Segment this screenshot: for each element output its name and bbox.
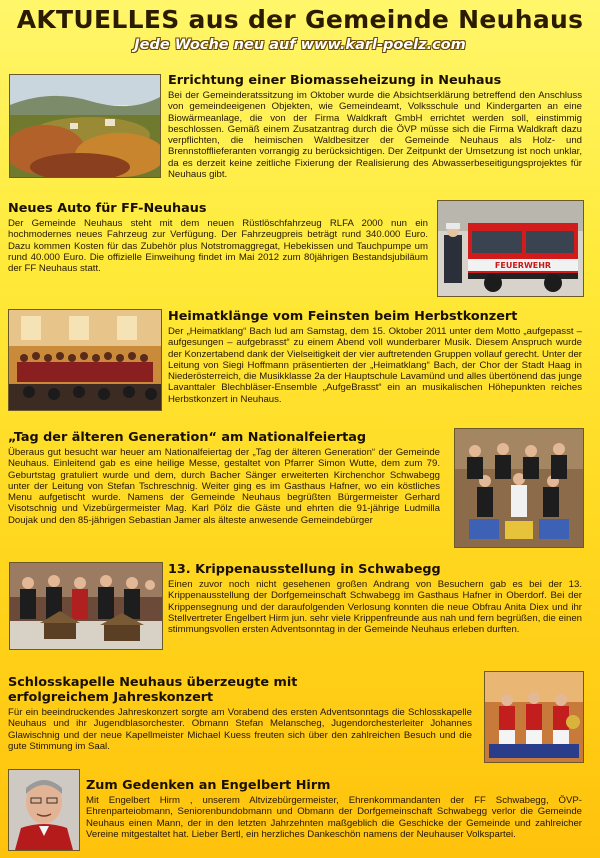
article-title: Errichtung einer Biomasseheizung in Neuhaus <box>168 73 502 88</box>
article-title: Neues Auto für FF-Neuhaus <box>8 201 207 216</box>
page-subtitle: Jede Woche neu auf www.karl-poelz.com <box>134 37 466 53</box>
article-aeltere-generation <box>8 430 440 526</box>
article-body: Der Gemeinde Neuhaus steht mit dem neuen Rüstlöschfahrzeug RLFA 2000 nun ein hochmodernes neues Fahrzeug zur Verfügung. Der Fahrzeugpreis beträgt rund 340.000 Euro. Dazu kommen Kosten für das Zubehör plus Notstromaggregat, Hebekissen und Tauchpumpe um rund 40.000 Euro. Die offizielle Einweihung findet im Mai 2012 zum 80jährigen Bestandsjubiläum der FF Neuhaus statt. <box>8 218 428 275</box>
article-title: „Tag der älteren Generation“ am Nationalfeiertag <box>8 430 367 445</box>
brass-band-photo-icon <box>484 671 584 763</box>
concert-photo-icon <box>8 309 162 411</box>
article-schlosskapelle <box>8 675 472 752</box>
article-herbstkonzert <box>168 309 582 405</box>
page-title: AKTUELLES aus der Gemeinde Neuhaus <box>16 5 584 34</box>
article-title: Zum Gedenken an Engelbert Hirm <box>86 778 331 793</box>
landscape-photo-icon <box>9 74 161 178</box>
article-body: Mit Engelbert Hirm , unserem Altvizebürgermeister, Ehrenkommandanten der FF Schwabegg, ÖVP-Ehrenparteiobmann, Seniorenbundobmann und Obmann der Dorfgemeinschaft Schwabegg verlor die Gemeinde Neuhaus einen Mann, der in den letzten Jahrzehnten maßgeblich die Geschicke der Gemeinde und zahlreicher Vereine mitgestaltet hat. Lieber Bertl, ein herzliches Dankeschön namens der Neuhauser Volkspartei. <box>86 795 582 840</box>
article-title: Schlosskapelle Neuhaus überzeugte mit erfolgreichem Jahreskonzert <box>8 675 298 705</box>
article-krippenausstellung <box>168 562 582 635</box>
article-body: Der „Heimatklang“ Bach lud am Samstag, dem 15. Oktober 2011 unter dem Motto „aufgepasst – aufgesungen – aufgebrasst“ zu einem Abend voll wunderbarer Musik. Diesem Anspruch wurde der Konzertabend dank der Vielseitigkeit der vier auftretenden Gruppen vollauf gerecht. Unter der Leitung von Siegi Hoffmann präsentierten der „Heimatklang“ Bach, der Chor der Stadt Haag in Niederösterreich, die Musikklasse 2a der Hauptschule Lavamünd und alles übertönend das junge Lavanttaler Blechbläser-Ensemble „AufgeBrasst“ ein an musikalischen Höhepunkten reiches Herbstkonzert in Neuhaus. <box>168 326 582 405</box>
nativity-photo-icon <box>9 562 163 650</box>
fire-truck-photo-icon <box>437 200 584 297</box>
group-photo-icon <box>454 428 584 548</box>
portrait-photo-icon <box>8 769 80 851</box>
article-body: Überaus gut besucht war heuer am Nationalfeiertag der „Tag der älteren Generation“ der Gemeinde Neuhaus. Einleitend gab es eine heilige Messe, gestaltet von Pfarrer Simon Wutte, dem zum 79. Geburtstag gratuliert wurde und dem, durch Bacher Sänger erweiterten Kirchenchor Schwabegg unter der Leitung von Stefan Tschreschnig. Weiter ging es im Gasthaus Hafner, wo ein köstliches Menu aufgetischt wurde. Namens der Gemeinde Neuhaus begrüßten Bürgermeister Gerhard Visotschnig und Vizebürgermeister Mag. Karl Pölz die Gäste und ehrten die 91-jährige Ludmilla Doujak und den 85-jährigen Sebastian Jamer als älteste anwesende Gemeindebürger <box>8 447 440 526</box>
article-body: Einen zuvor noch nicht gesehenen großen Andrang von Besuchern gab es bei der 13. Krippenausstellung der Dorfgemeinschaft Schwabegg im Gasthaus Hafner in Oberdorf. Bei der Krippensegnung und der daraufolgenden Verlosung konnten die neue Obfrau Anita Diex und ihr Stellvertreter Engelbert Hirm jun. sehr viele Krippenfreunde aus nah und fern begrüßen, die einen stimmungsvollen ersten Adventsonntag in der Gemeinde Neuhaus erleben durften. <box>168 579 582 636</box>
page-header <box>0 0 600 54</box>
article-body: Bei der Gemeinderatssitzung im Oktober wurde die Absichtserklärung betreffend den Anschluss von gemeindeeigenen Objekten, wie Gemeindeamt, Volksschule und Kindergarten an eine Biowärmeanlage, die von der Firma Waldkraft GmbH errichtet werden soll, einstimmig beschlossen. Gemäß einem Zusatzantrag durch die ÖVP müsse sich die Firma Waldkraft dazu verpflichten, die heimischen Waldbesitzer der Gemeinde Neuhaus als Holz- und Brennstofflieferanten vorrangig zu berücksichtigen. Der Zeitpunkt der Umsetzung ist noch unklar, da es derzeit keine zeitliche Fixierung der Realisierung des Abwasserbeseitigungsprojektes für Neuhaus gibt. <box>168 90 582 181</box>
article-body: Für ein beeindruckendes Jahreskonzert sorgte am Vorabend des ersten Adventsonntags die Schlosskapelle Neuhaus und ihr Jugendblasorchester. Obmann Stefan Melanscheg, Jugendorchesterleiter Johannes Glawischnig und der neue Kapellmeister Michael Kuess freuten sich über den zahlreichen Besuch und die gute Stimmung im Saal. <box>8 707 472 752</box>
article-title: 13. Krippenausstellung in Schwabegg <box>168 562 441 577</box>
article-title: Heimatklänge vom Feinsten beim Herbstkonzert <box>168 309 518 324</box>
article-gedenken <box>86 778 582 840</box>
article-biomasse <box>168 73 582 180</box>
truck-label: FEUERWEHR <box>494 261 552 270</box>
article-ff-auto <box>8 201 428 274</box>
